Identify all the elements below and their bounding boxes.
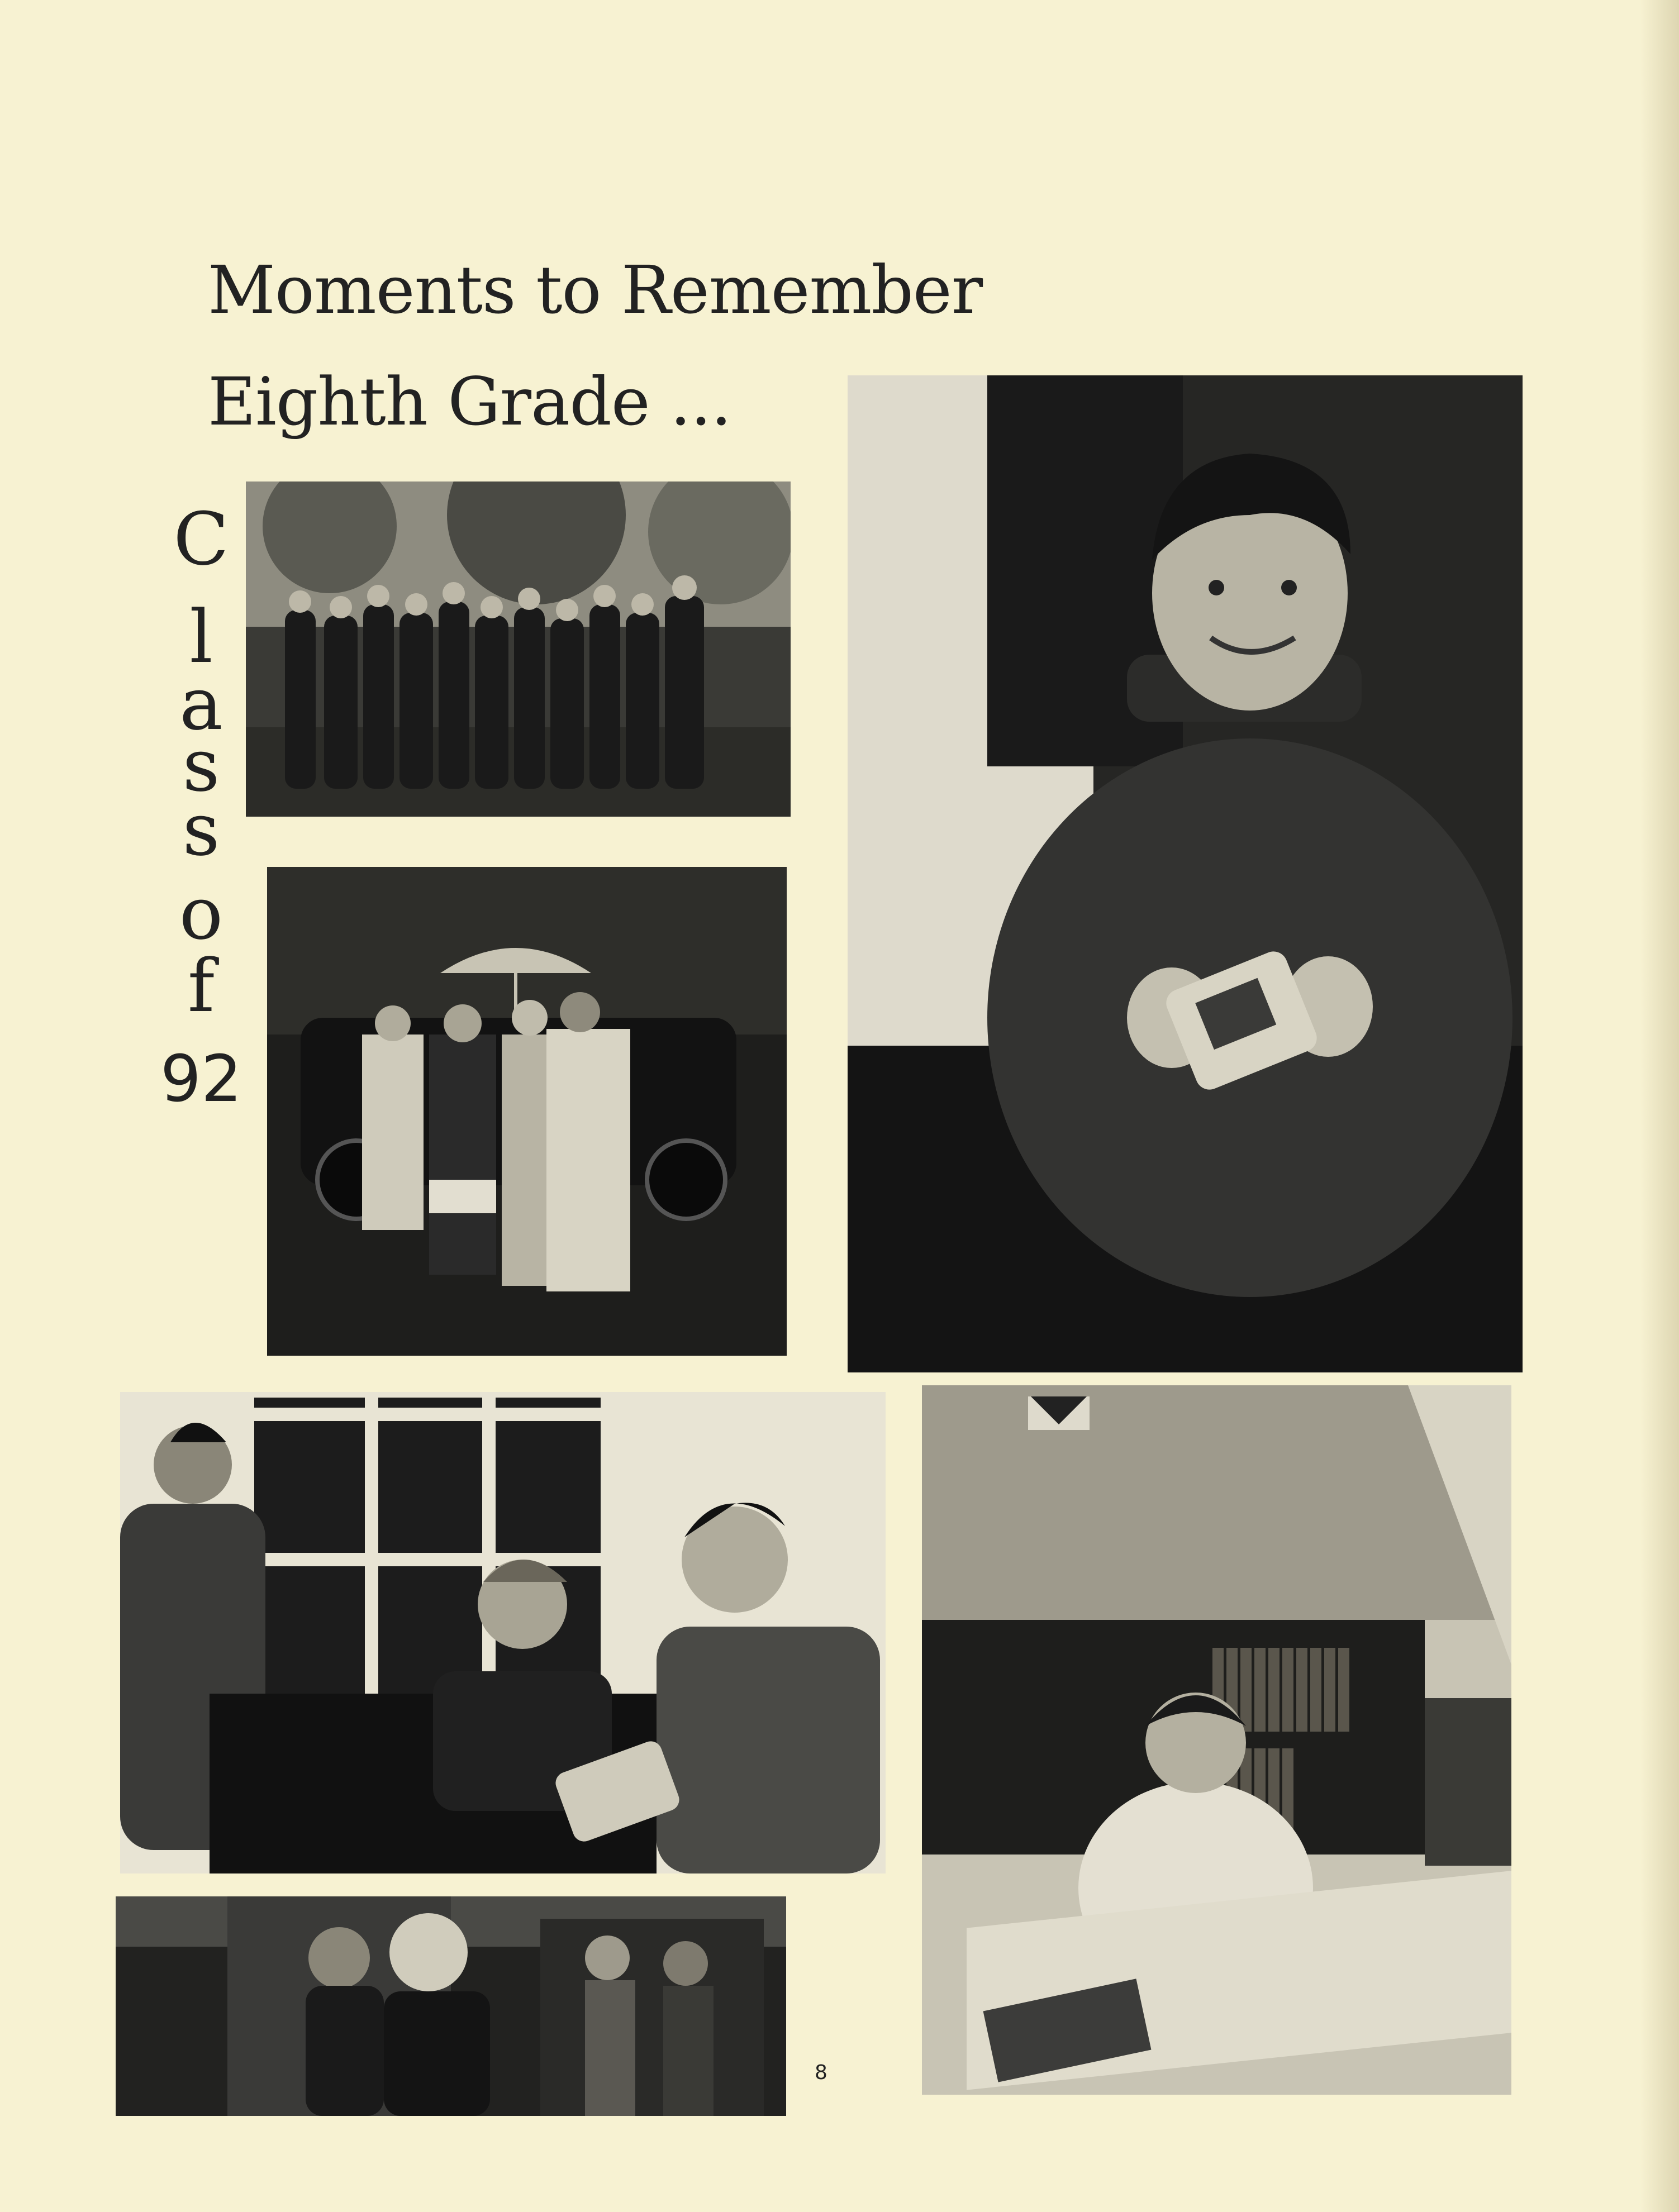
vertical-letter: f xyxy=(187,943,215,1028)
vertical-letter: l xyxy=(189,594,213,679)
vertical-number: 92 xyxy=(160,1042,242,1117)
paper-edge-shadow xyxy=(1640,0,1679,2212)
umbrella-photo xyxy=(267,867,787,1356)
group-photo xyxy=(246,482,791,817)
vertical-letter: s xyxy=(182,723,220,808)
page-subtitle: Eighth Grade ... xyxy=(208,363,731,440)
page-title: Moments to Remember xyxy=(208,251,983,328)
study-desk-photo xyxy=(922,1385,1511,2095)
page-number: 8 xyxy=(815,2061,827,2084)
vertical-letter: C xyxy=(173,497,229,581)
dance-photo xyxy=(116,1896,786,2116)
boy-with-game-photo xyxy=(848,375,1523,1372)
vertical-letter: a xyxy=(179,661,223,746)
piano-room-photo xyxy=(120,1392,886,1873)
vertical-letter: o xyxy=(179,871,223,956)
vertical-letter: s xyxy=(182,787,220,872)
